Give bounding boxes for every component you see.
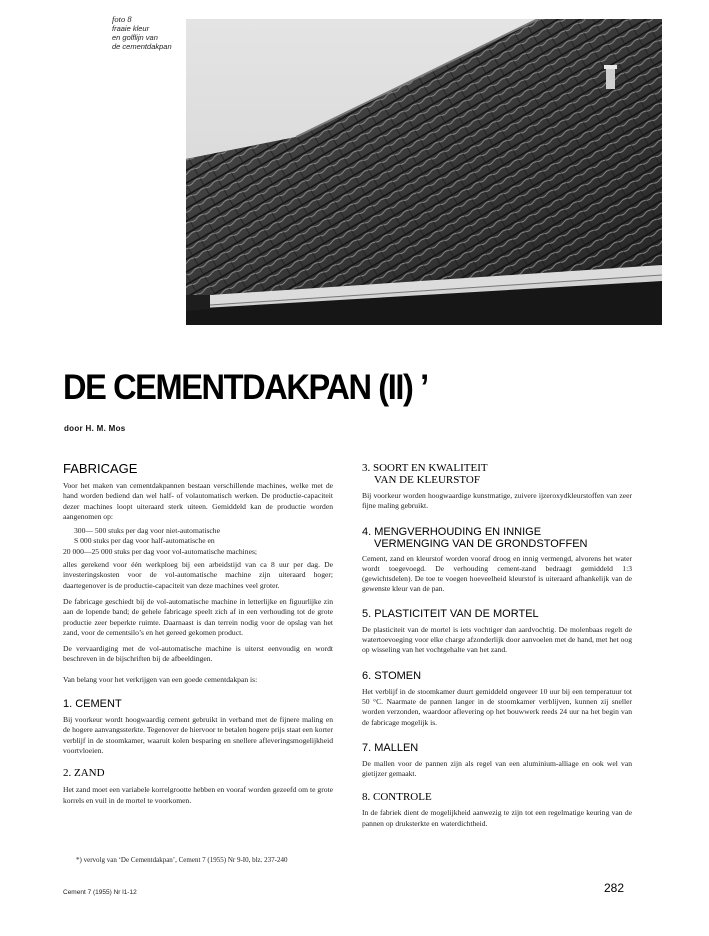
heading-line: 3. SOORT EN KWALITEIT — [362, 462, 488, 474]
section-heading-plasticiteit: 5. PLASTICITEIT VAN DE MORTEL — [362, 607, 539, 620]
section-heading-mallen: 7. MALLEN — [362, 741, 419, 754]
paragraph: De mallen voor de pannen zijn als regel van een aluminium-alliage en ook wel van gietijzer gemaakt. — [362, 758, 632, 779]
section-heading-cement: 1. CEMENT — [63, 698, 122, 711]
section-heading-controle: 8. CONTROLE — [362, 791, 432, 804]
photo-caption — [112, 15, 172, 51]
section-heading-zand: 2. ZAND — [63, 767, 105, 780]
heading-line: VAN DE KLEURSTOF — [374, 474, 480, 486]
heading-line: 4. MENGVERHOUDING EN INNIGE — [362, 525, 542, 538]
paragraph: De fabricage geschiedt bij de vol-automatische machine in letterlijke en figuurlijke zin aan de lopende band; de gehele fabricage speelt zich af in een verhouding tot de grote productie zeer beperkte ruimte. Daarnaast is dan terrein nodig voor de opslag van het zand, voor de cementsilo’s en het gereed gekomen product. — [63, 596, 333, 637]
caption-number: foto 8 — [112, 14, 132, 24]
caption-line: en golflijn van — [112, 33, 158, 42]
article-title: DE CEMENTDAKPAN (II) ’ — [63, 368, 428, 407]
article-author: door H. M. Mos — [64, 424, 126, 433]
paragraph: Voor het maken van cementdakpannen bestaan verschillende machines, welke met de hand worden bediend dan wel half- of volautomatisch werken. De productie-capaciteit dezer machines loopt uiteraard sterk uiteen. Gemiddeld kan de productie worden aangenomen op: — [63, 481, 333, 521]
section-heading-fabricage: FABRICAGE — [63, 461, 138, 476]
paragraph: Bij voorkeur wordt hoogwaardig cement gebruikt in verband met de fijnere maling en de hogere aanvangssterkte. Tegenover de hiervoor te betalen hogere prijs staat een korter verblijf in de stoomkamer, waaruit kolen besparing en snellere afleveringsmogelijkheid voortvloeien. — [63, 715, 333, 755]
section-heading-stomen: 6. STOMEN — [362, 669, 422, 682]
production-list-item: 20 000—25 000 stuks per dag voor vol-automatische machines; — [63, 546, 258, 556]
left-column — [63, 462, 333, 806]
paragraph: In de fabriek dient de mogelijkheid aanwezig te zijn tot een regelmatige keuring van de pannen op druksterkte en waterdichtheid. — [362, 808, 632, 828]
paragraph: Bij voorkeur worden hoogwaardige kunstmatige, zuivere ijzeroxydkleurstoffen van zeer fijne maling gebruikt. — [362, 491, 632, 511]
right-column — [362, 462, 632, 829]
paragraph: alles gerekend voor één werkploeg bij een arbeidstijd van ca 8 uur per dag. De investeringskosten voor de vol-automatische machine zijn uiteraard hoger; daartegenover is de productie-capaciteit van deze machines veel groter. — [63, 560, 333, 590]
section-heading-kleurstof — [362, 462, 632, 486]
section-heading-mengverhouding — [362, 526, 632, 550]
heading-line: VERMENGING VAN DE GRONDSTOFFEN — [374, 537, 588, 550]
photo-roof-tiles — [186, 19, 662, 325]
production-list-item: S 000 stuks per dag voor half-automatische en — [74, 536, 215, 546]
paragraph: Het zand moet een variabele korrelgrootte hebben en vooraf worden gezeefd om te grote korrels en vuil in de mortel te voorkomen. — [63, 785, 333, 805]
paragraph: De vervaardiging met de vol-automatische machine is uiterst eenvoudig en wordt beschreven in de bijschriften bij de afbeeldingen. — [63, 644, 333, 664]
caption-line: fraaie kleur — [112, 24, 150, 33]
journal-reference: Cement 7 (1955) Nr l1-12 — [63, 889, 137, 896]
page-number: 282 — [603, 881, 624, 895]
production-list-item: 300— 500 stuks per dag voor niet-automatische — [74, 526, 220, 536]
paragraph: Cement, zand en kleurstof worden vooraf droog en innig vermengd, alvorens het water wordt toegevoegd. De verhouding cement-zand bedraagt gemiddeld 1:3 (gewichtsdelen). De toe te voegen hoeveelheid kleurstof is uiteraard afhankelijk van de gewenste kleur van de pan. — [362, 553, 632, 594]
production-list — [63, 526, 333, 557]
paragraph: De plasticiteit van de mortel is iets vochtiger dan aardvochtig. De molenbaas regelt de watertoevoeging voor elke charge afzonderlijk door aanvoelen met de hand, met het oog op wisseling van het vochtgehalte van het zand. — [362, 624, 632, 655]
footnote: *) vervolg van ‘De Cementdakpan’, Cement 7 (1955) Nr 9-I0, blz. 237-240 — [76, 856, 288, 864]
caption-line: de cementdakpan — [112, 42, 172, 51]
paragraph: Van belang voor het verkrijgen van een goede cementdakpan is: — [63, 674, 258, 684]
paragraph: Het verblijf in de stoomkamer duurt gemiddeld ongeveer 10 uur bij een temperatuur tot 50 °C. Naarmate de pannen langer in de stoomkamer verblijven, kunnen zij sneller worden verzonden, waardoor aflevering op het bouwwerk reeds 24 uur na het begin van de fabricage mogelijk is. — [362, 686, 632, 727]
roof-illustration — [186, 19, 662, 325]
